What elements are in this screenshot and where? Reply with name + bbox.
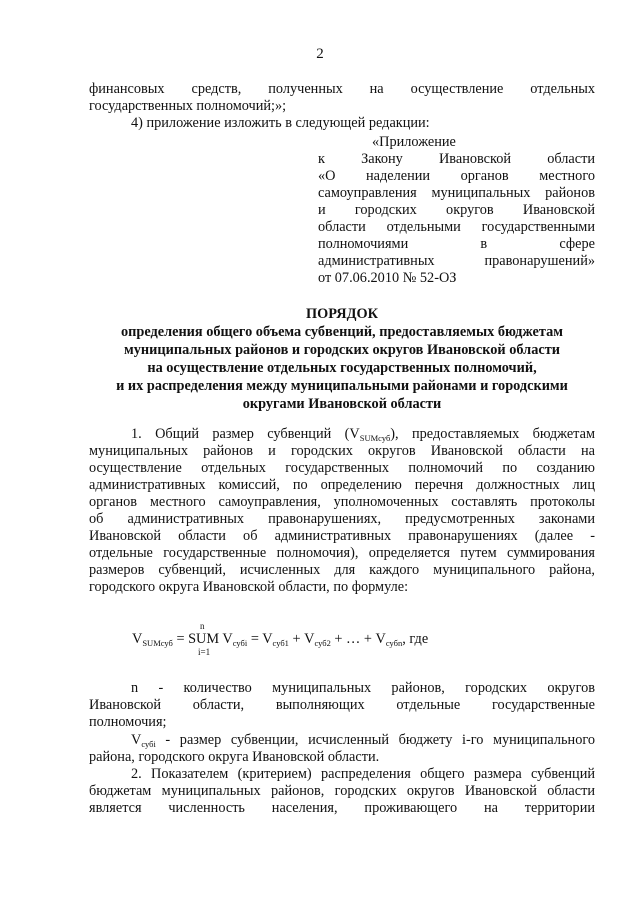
- def-n-line-1: n - количество муниципальных районов, городских округов: [131, 680, 595, 696]
- para2-line-1: 2. Показателем (критерием) распределения общего размера субвенций: [131, 766, 595, 782]
- def-v-line-1: $V_{субi}$ - размер субвенции, исчисленный бюджету i-го муниципального: [131, 732, 595, 749]
- intro-line-1: финансовых средств, полученных на осуществление отдельных: [89, 81, 595, 97]
- appendix-line-7: полномочиями в сфере: [318, 236, 595, 252]
- para1-line-7: Ивановской области об административных правонарушениях (далее -: [89, 528, 595, 544]
- sum-lower-limit: i=1: [198, 647, 211, 657]
- para1-line-5: органов местного самоуправления, уполномоченных составлять протоколы: [89, 494, 595, 510]
- subtitle-line-2: муниципальных районов и городских округов Ивановской области: [124, 342, 560, 358]
- subtitle-line-5: округами Ивановской области: [242, 396, 442, 412]
- appendix-line-2: к Закону Ивановской области: [318, 151, 595, 167]
- intro-line-2: государственных полномочий;»;: [89, 98, 287, 114]
- para1-line-9: размеров субвенций, исчисленных для каждого муниципального района,: [89, 562, 595, 578]
- subvention-formula: [132, 621, 552, 661]
- appendix-line-4: самоуправления муниципальных районов: [318, 185, 595, 201]
- appendix-line-8: административных правонарушений»: [318, 253, 595, 269]
- appendix-line-9: от 07.06.2010 № 52-ОЗ: [318, 270, 457, 286]
- intro-line-3: 4) приложение изложить в следующей редакции:: [131, 115, 430, 131]
- subtitle-line-3: на осуществление отдельных государственных полномочий,: [147, 360, 537, 376]
- para1-line-2: муниципальных районов и городских округов Ивановской области на: [89, 443, 595, 459]
- subtitle-line-4: и их распределения между муниципальными районами и городскими: [116, 378, 568, 394]
- document-title: ПОРЯДОК: [306, 306, 378, 322]
- def-v-line-2: района, городского округа Ивановской области.: [89, 749, 380, 765]
- subtitle-line-1: определения общего объема субвенций, предоставляемых бюджетам: [121, 324, 563, 340]
- para1-line-3: осуществление отдельных государственных полномочий по созданию: [89, 460, 595, 476]
- page-number: 2: [316, 46, 324, 62]
- para1-line-8: отдельные государственные полномочия), определяется путем суммирования: [89, 545, 595, 561]
- appendix-line-1: «Приложение: [372, 134, 456, 150]
- para1-line-4: административных комиссий, по определению перечня должностных лиц: [89, 477, 595, 493]
- appendix-line-3: «О наделении органов местного: [318, 168, 595, 184]
- sum-upper-limit: n: [200, 621, 205, 631]
- para1-line-10: городского округа Ивановской области, по формуле:: [89, 579, 409, 595]
- def-n-line-2: Ивановской области, выполняющих отдельные государственные: [89, 697, 595, 713]
- para2-line-3: является численность населения, проживающего на территории: [89, 800, 595, 816]
- formula-expression: $V_{SUMсуб}$ = SUM $V_{субi} = V_{суб1} + V_{суб2}$ + … + $V_{субn}$, где: [132, 631, 429, 648]
- para2-line-2: бюджетам муниципальных районов, городских округов Ивановской области: [89, 783, 595, 799]
- appendix-line-5: и городских округов Ивановской: [318, 202, 595, 218]
- appendix-line-6: области отдельными государственными: [318, 219, 595, 235]
- para1-line-6: об административных правонарушениях, предусмотренных законами: [89, 511, 595, 527]
- def-n-line-3: полномочия;: [89, 714, 167, 730]
- para1-line-1: 1. Общий размер субвенций $(V_{SUMсуб})$, предоставляемых бюджетам: [131, 426, 595, 443]
